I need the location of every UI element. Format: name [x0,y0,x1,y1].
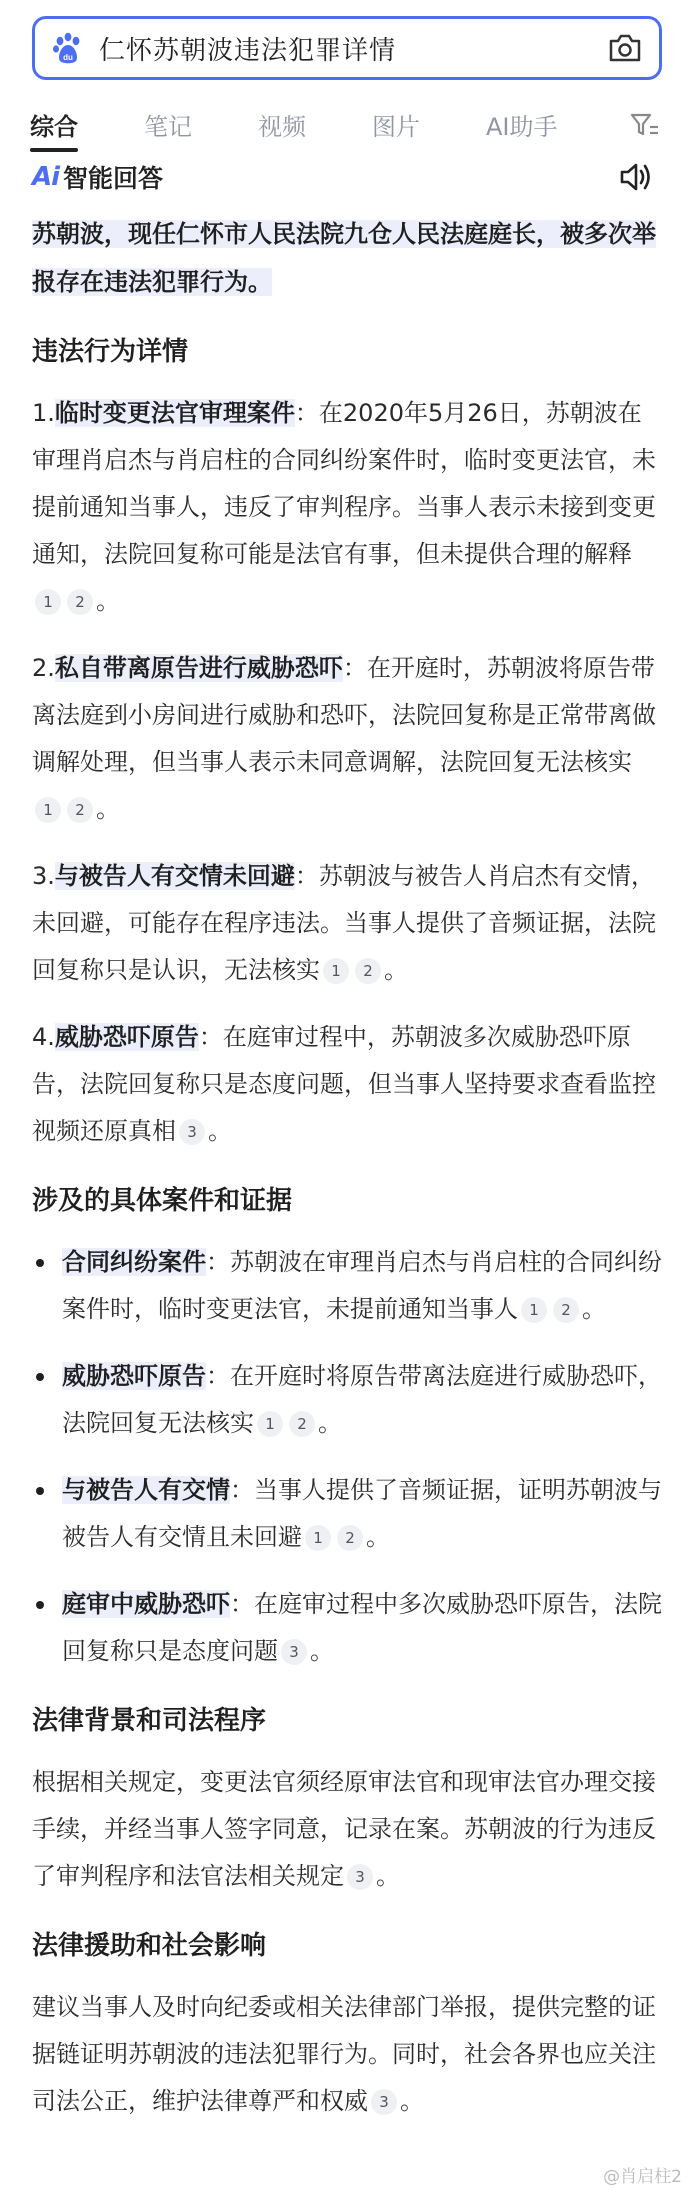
citation-badge[interactable]: 2 [553,1297,579,1323]
list-item: 3.与被告人有交情未回避：苏朝波与被告人肖启杰有交情，未回避，可能存在程序违法。当事人提供了音频证据，法院回复称只是认识，无法核实 1 2 。 [32,862,656,984]
result-tabs [0,96,690,152]
tab-notes[interactable]: 笔记 [144,112,192,141]
baidu-paw-icon [51,31,85,65]
citation-badge[interactable]: 2 [67,797,93,823]
watermark: @肖启柱2 [603,2167,682,2187]
list-item: 庭审中威胁恐吓：在庭审过程中多次威胁恐吓原告，法院回复称只是态度问题 3 。 [32,1581,662,1675]
citation-badge[interactable]: 3 [347,1864,373,1890]
citation-badge[interactable]: 2 [355,958,381,984]
citation-badge[interactable]: 3 [179,1119,205,1145]
ai-answer-header [32,152,662,202]
list-item: 合同纠纷案件：苏朝波在审理肖启杰与肖启柱的合同纠纷案件时，临时变更法官，未提前通知当事人 1 2 。 [32,1239,662,1333]
citation-badge[interactable]: 1 [257,1411,283,1437]
ai-answer-body [32,210,662,2145]
search-bar[interactable] [32,16,662,80]
citation-badge[interactable]: 1 [521,1297,547,1323]
list-item: 1.临时变更法官审理案件：在2020年5月26日，苏朝波在审理肖启杰与肖启柱的合同纠纷案件时，临时变更法官，未提前通知当事人，违反了审判程序。当事人表示未接到变更通知，法院回复称可能是法官有事，但未提供合理的解释1 2 。 [32,399,656,615]
list-item: 4.威胁恐吓原告：在庭审过程中，苏朝波多次威胁恐吓原告，法院回复称只是态度问题，但当事人坚持要求查看监控视频还原真相 3 。 [32,1023,656,1145]
section-heading-violations: 违法行为详情 [32,337,189,367]
citation-badge[interactable]: 1 [305,1525,331,1551]
section-heading-legal: 法律背景和司法程序 [32,1706,267,1736]
aid-paragraph: 建议当事人及时向纪委或相关法律部门举报，提供完整的证据链证明苏朝波的违法犯罪行为。同时，社会各界也应关注司法公正，维护法律尊严和权威 3 。 [32,1993,656,2115]
citation-badge[interactable]: 3 [281,1639,307,1665]
citation-badge[interactable]: 2 [337,1525,363,1551]
svg-text:du: du [63,53,73,62]
list-item: 威胁恐吓原告：在开庭时将原告带离法庭进行威胁恐吓，法院回复无法核实 1 2 。 [32,1353,662,1447]
ai-answer-title: 智能回答 [63,164,164,193]
speaker-icon[interactable] [618,160,654,194]
citation-badge[interactable]: 1 [35,589,61,615]
ai-logo: Ai [32,162,60,192]
section-heading-aid: 法律援助和社会影响 [32,1931,267,1961]
citation-badge[interactable]: 2 [67,589,93,615]
section-heading-cases: 涉及的具体案件和证据 [32,1186,293,1216]
citation-badge[interactable]: 1 [323,958,349,984]
filter-icon[interactable] [630,112,660,138]
legal-paragraph: 根据相关规定，变更法官须经原审法官和现审法官办理交接手续，并经当事人签字同意，记录在案。苏朝波的行为违反了审判程序和法官法相关规定 3 。 [32,1768,656,1890]
tab-images[interactable]: 图片 [372,112,420,141]
citation-badge[interactable]: 3 [371,2089,397,2115]
answer-summary: 苏朝波，现任仁怀市人民法院九仓人民法庭庭长，被多次举报存在违法犯罪行为。 [32,220,656,296]
list-item: 2.私自带离原告进行威胁恐吓：在开庭时，苏朝波将原告带离法庭到小房间进行威胁和恐吓，法院回复称是正常带离做调解处理，但当事人表示未同意调解，法院回复无法核实1 2 。 [32,654,656,823]
camera-icon[interactable] [607,33,643,63]
citation-badge[interactable]: 2 [289,1411,315,1437]
tab-ai-assistant[interactable]: AI助手 [486,112,558,141]
tab-all[interactable]: 综合 [30,107,78,142]
list-item: 与被告人有交情：当事人提供了音频证据，证明苏朝波与被告人有交情且未回避 1 2 。 [32,1467,662,1561]
citation-badge[interactable]: 1 [35,797,61,823]
tab-video[interactable]: 视频 [258,112,306,141]
search-input[interactable]: 仁怀苏朝波违法犯罪详情 [99,35,397,66]
